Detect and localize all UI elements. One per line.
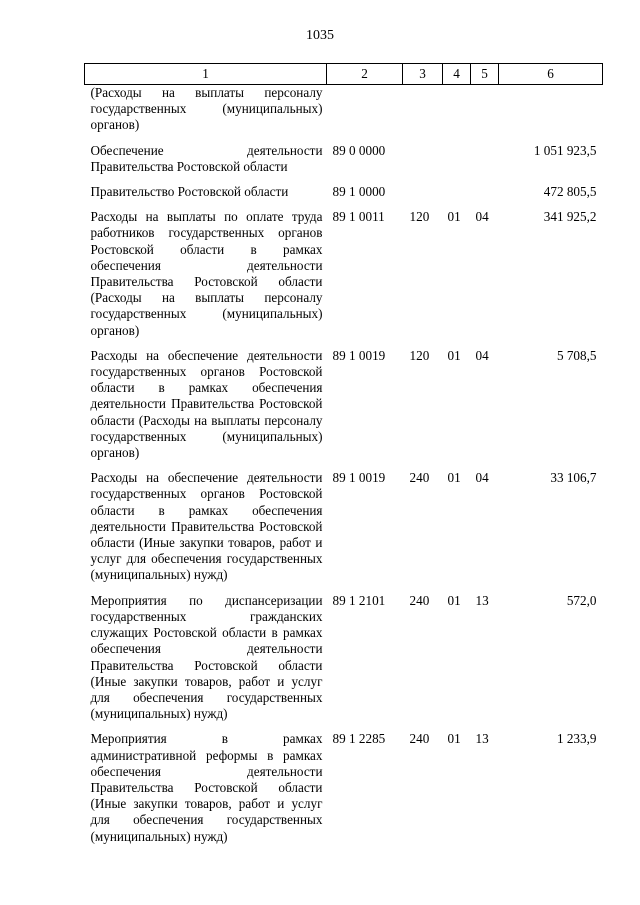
row-description: Правительство Ростовской области xyxy=(90,184,289,200)
row-subsection: 04 xyxy=(475,209,489,225)
row-amount: 1 051 923,5 xyxy=(533,142,597,158)
row-target-code: 89 1 0011 xyxy=(332,209,385,225)
table-row xyxy=(85,470,603,583)
table-row xyxy=(85,731,603,844)
row-description: Расходы на обеспечение деятельности государственных органов Ростовской области в рамках обеспечения деятельности Правительства Ростовской области (Иные закупки товаров, работ и услуг для обеспечения государственных (муниципальных) нужд) xyxy=(90,470,323,583)
budget-table xyxy=(84,63,603,845)
row-section xyxy=(443,85,471,134)
row-amount: 472 805,5 xyxy=(543,184,597,200)
row-subsection: 04 xyxy=(475,470,489,486)
table-row xyxy=(85,593,603,723)
header-col-3: 3 xyxy=(403,64,443,85)
row-target-code: 89 1 0019 xyxy=(332,470,386,486)
row-subsection xyxy=(471,184,499,200)
row-amount: 341 925,2 xyxy=(543,209,597,225)
row-section xyxy=(443,143,471,175)
row-description: Обеспечение деятельности Правительства Ростовской области xyxy=(90,142,323,174)
header-col-5: 5 xyxy=(471,64,499,85)
row-target-code: 89 0 0000 xyxy=(332,142,386,158)
row-section xyxy=(443,184,471,200)
row-expense-type: 120 xyxy=(409,209,430,225)
row-description: Мероприятия по диспансеризации государственных гражданских служащих Ростовской области в рамках обеспечения деятельности Правительства Ростовской области (Иные закупки товаров, работ и услуг для обеспечения государственных (муниципальных) нужд) xyxy=(90,592,323,722)
row-expense-type: 240 xyxy=(409,470,430,486)
table-row xyxy=(85,184,603,200)
row-section: 01 xyxy=(447,731,461,747)
row-section: 01 xyxy=(447,592,461,608)
row-expense-type xyxy=(403,143,443,175)
row-amount: 33 106,7 xyxy=(550,470,597,486)
row-target-code: 89 1 2285 xyxy=(332,731,386,747)
row-amount xyxy=(499,85,603,134)
row-description: Расходы на выплаты по оплате труда работников государственных органов Ростовской области в рамках обеспечения деятельности Правительства Ростовской области (Расходы на выплаты персоналу государственных (муниципальных) органов) xyxy=(90,209,323,338)
row-subsection: 13 xyxy=(475,592,489,608)
row-target-code: 89 1 2101 xyxy=(332,592,386,608)
table-row xyxy=(85,209,603,339)
row-amount: 1 233,9 xyxy=(556,731,597,747)
row-target-code: 89 1 0019 xyxy=(332,347,386,363)
row-expense-type xyxy=(403,184,443,200)
row-description: Мероприятия в рамках административной реформы в рамках обеспечения деятельности Правительства Ростовской области (Иные закупки товаров, работ и услуг для обеспечения государственных (муниципальных) нужд) xyxy=(90,731,323,844)
row-section: 01 xyxy=(447,209,461,225)
row-section: 01 xyxy=(447,470,461,486)
page-number: 1035 xyxy=(306,28,334,43)
row-section: 01 xyxy=(447,347,461,363)
table-row xyxy=(85,85,603,134)
row-expense-type: 240 xyxy=(409,731,430,747)
row-amount: 5 708,5 xyxy=(556,347,597,363)
row-amount: 572,0 xyxy=(566,592,597,608)
row-target-code xyxy=(327,85,403,134)
row-expense-type: 120 xyxy=(409,347,430,363)
header-col-6: 6 xyxy=(499,64,603,85)
row-subsection xyxy=(471,85,499,134)
row-subsection: 04 xyxy=(475,347,489,363)
header-col-4: 4 xyxy=(443,64,471,85)
row-expense-type xyxy=(403,85,443,134)
table-row xyxy=(85,143,603,175)
row-subsection: 13 xyxy=(475,731,489,747)
row-expense-type: 240 xyxy=(409,592,430,608)
header-col-2: 2 xyxy=(327,64,403,85)
row-target-code: 89 1 0000 xyxy=(332,184,386,200)
table-row xyxy=(85,348,603,461)
table-header-row xyxy=(85,64,603,85)
header-col-1: 1 xyxy=(85,64,327,85)
row-subsection xyxy=(471,143,499,175)
row-description: Расходы на обеспечение деятельности государственных органов Ростовской области в рамках обеспечения деятельности Правительства Ростовской области (Расходы на выплаты персоналу государственных (муниципальных) органов) xyxy=(90,347,323,461)
row-description: (Расходы на выплаты персоналу государственных (муниципальных) органов) xyxy=(90,85,323,133)
